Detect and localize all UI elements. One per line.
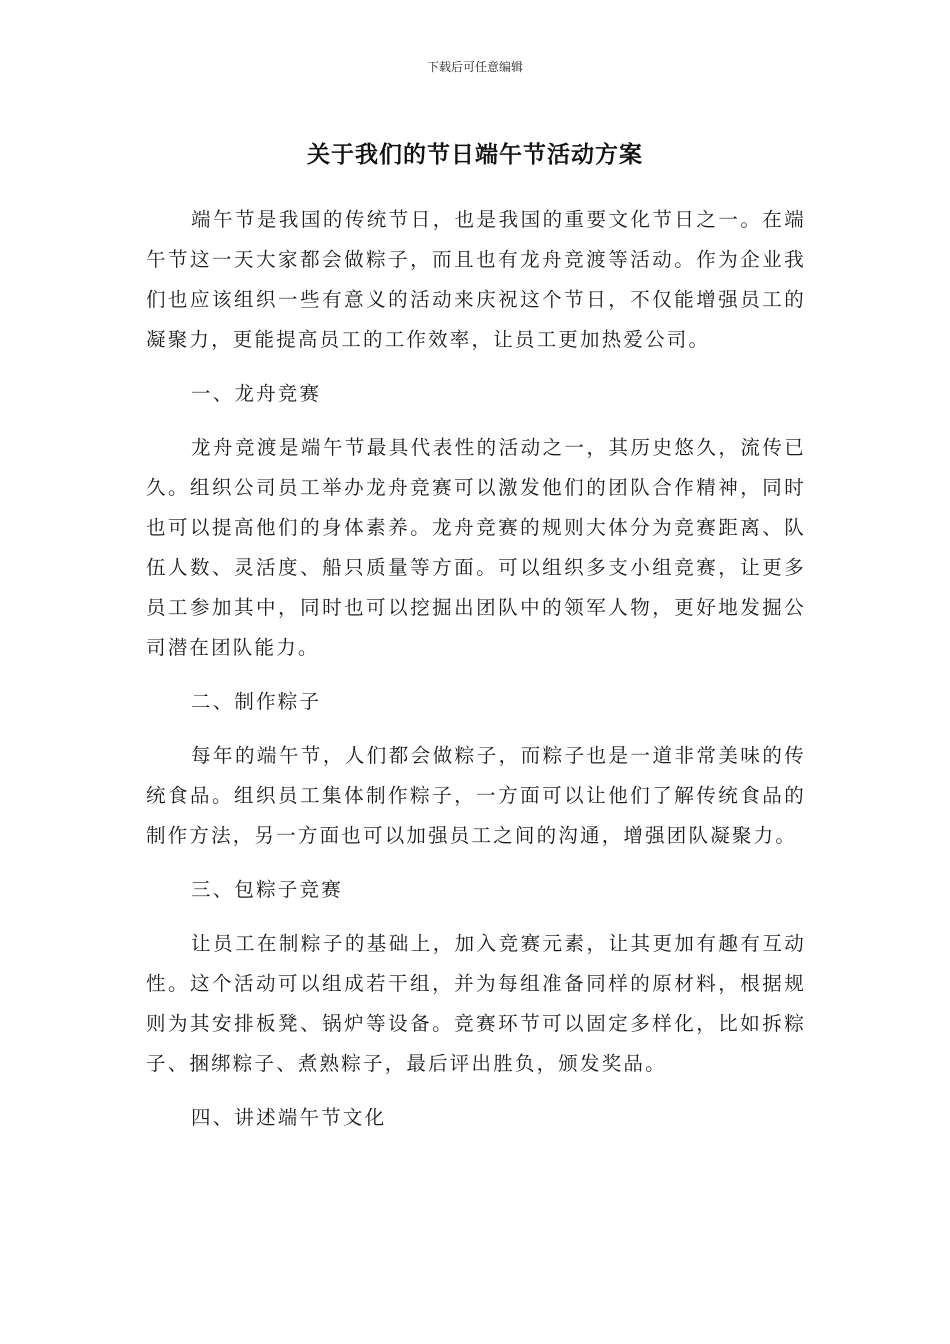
intro-paragraph: 端午节是我国的传统节日，也是我国的重要文化节日之一。在端午节这一天大家都会做粽子，而且也有龙舟竞渡等活动。作为企业我们也应该组织一些有意义的活动来庆祝这个节日，不仅能增强员工的凝聚力，更能提高员工的工作效率，让员工更加热爱公司。	[146, 208, 806, 351]
section-body-make-zongzi: 每年的端午节，人们都会做粽子，而粽子也是一道非常美味的传统食品。组织员工集体制作粽子，一方面可以让他们了解传统食品的制作方法，另一方面也可以加强员工之间的沟通，增强团队凝聚力。	[146, 744, 806, 847]
section-heading-festival-culture: 四、讲述端午节文化	[191, 1106, 387, 1129]
document-title: 关于我们的节日端午节活动方案	[307, 142, 643, 168]
header-note: 下载后可任意编辑	[426, 60, 523, 74]
section-heading-dragon-boat: 一、龙舟竞赛	[191, 382, 322, 405]
document-body	[146, 200, 806, 1138]
section-body-dragon-boat: 龙舟竞渡是端午节最具代表性的活动之一，其历史悠久，流传已久。组织公司员工举办龙舟竞赛可以激发他们的团队合作精神，同时也可以提高他们的身体素养。龙舟竞赛的规则大体分为竞赛距离、队伍人数、灵活度、船只质量等方面。可以组织多支小组竞赛，让更多员工参加其中，同时也可以挖掘出团队中的领军人物，更好地发掘公司潜在团队能力。	[146, 436, 806, 659]
section-heading-make-zongzi: 二、制作粽子	[191, 690, 322, 713]
section-heading-zongzi-contest: 三、包粽子竞赛	[191, 878, 343, 901]
section-body-zongzi-contest: 让员工在制粽子的基础上，加入竞赛元素，让其更加有趣有互动性。这个活动可以组成若干组，并为每组准备同样的原材料，根据规则为其安排板凳、锅炉等设备。竞赛环节可以固定多样化，比如拆粽子、捆绑粽子、煮熟粽子，最后评出胜负，颁发奖品。	[146, 932, 806, 1075]
